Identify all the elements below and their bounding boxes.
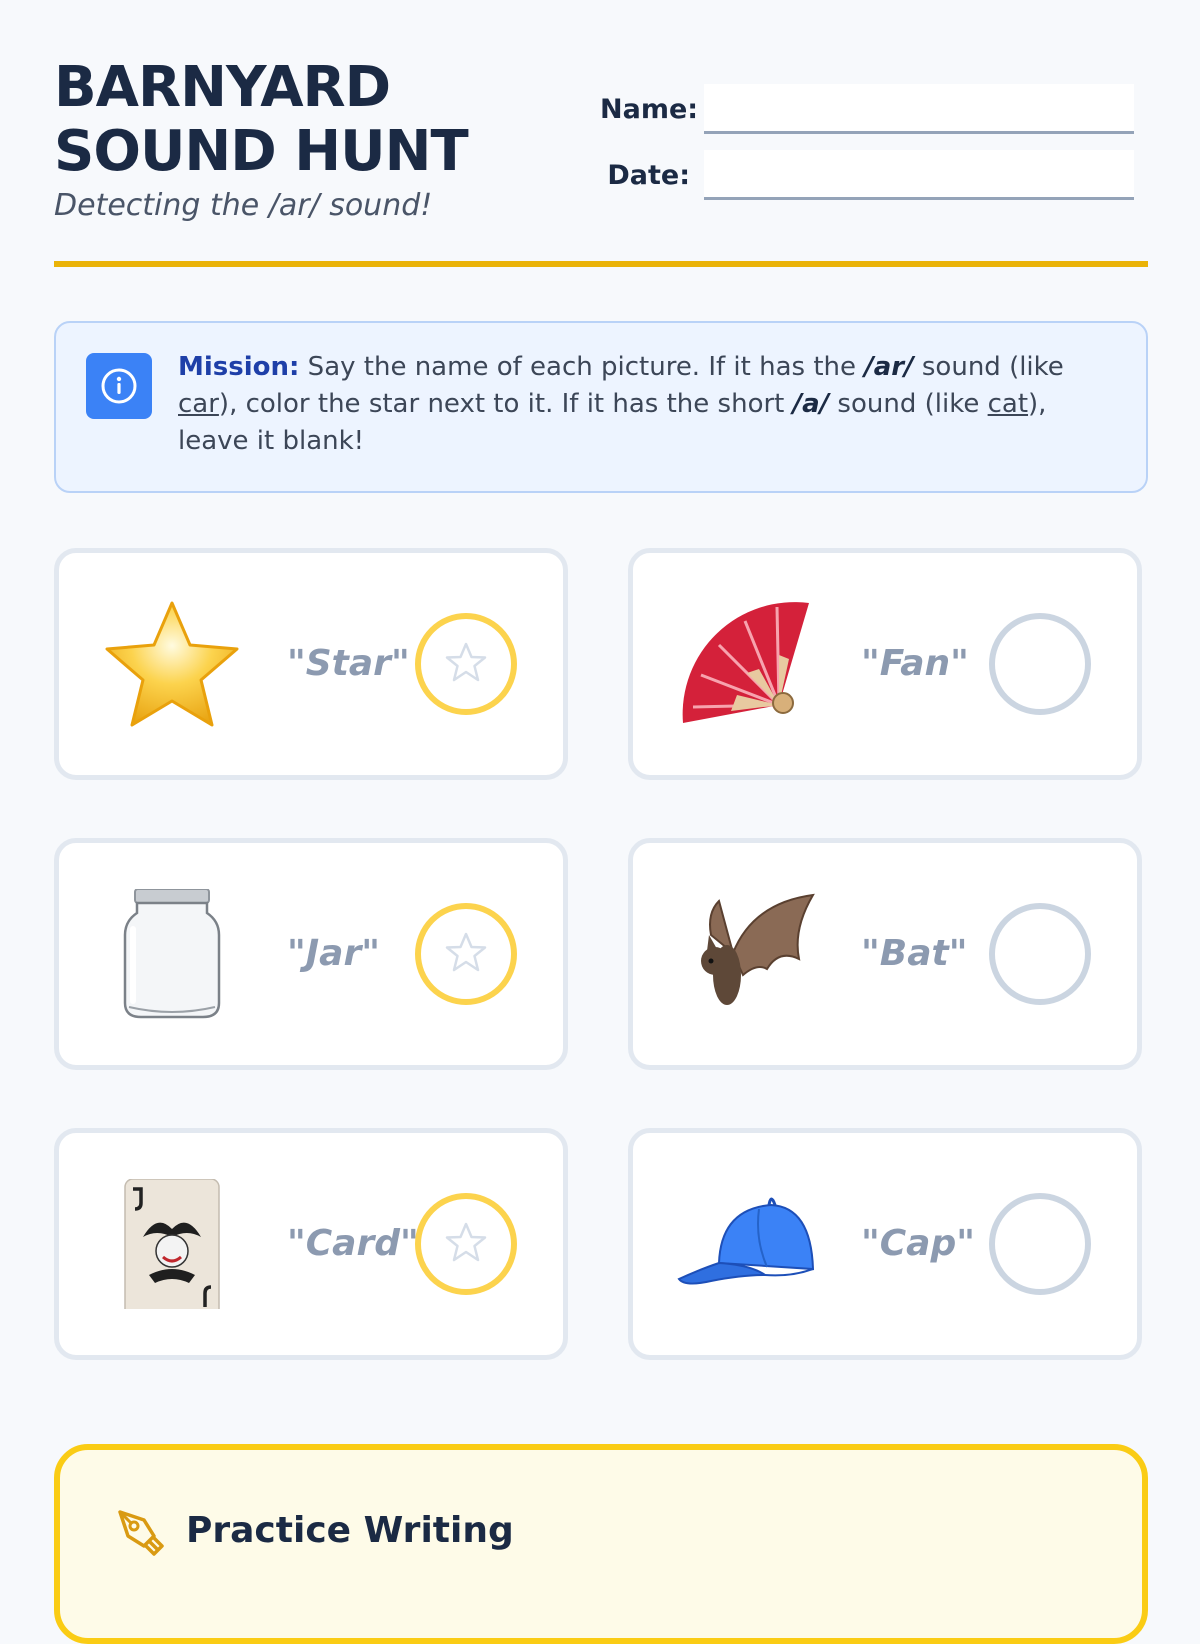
name-field[interactable] [704,84,1134,134]
card-word: "Card" [287,1223,419,1264]
card-word: "Cap" [861,1223,975,1264]
jar-picture [97,889,247,1019]
outline-star-icon [444,641,488,685]
mission-lead: Mission: [178,352,300,382]
cap-picture [671,1179,821,1309]
star-picture [97,599,247,729]
page-title-line-2: SOUND HUNT [54,119,468,184]
answer-circle-jar[interactable] [415,903,517,1005]
name-field-row [600,84,1134,134]
pen-nib-icon [114,1506,166,1562]
word-card-bat [628,838,1142,1070]
date-label: Date: [607,159,690,191]
word-card-card [54,1128,568,1360]
name-label: Name: [600,93,699,125]
answer-circle-card[interactable] [415,1193,517,1295]
card-word: "Jar" [287,933,380,974]
mission-text-4: sound (like [829,389,988,419]
info-icon [86,353,152,419]
answer-circle-cap[interactable] [989,1193,1091,1295]
worksheet-header [54,56,468,223]
date-field[interactable] [704,150,1134,200]
practice-writing-section [54,1444,1148,1644]
header-divider [54,261,1148,267]
ar-sound-symbol: /ar/ [864,352,914,382]
fan-picture [671,599,821,729]
outline-star-icon [444,931,488,975]
a-sound-symbol: /a/ [792,389,830,419]
example-word-cat: cat [987,389,1029,419]
mission-text-5: ), leave it blank! [178,389,1047,456]
bat-picture [671,889,821,1019]
joker-card-picture [97,1179,247,1309]
outline-star-icon [444,1221,488,1265]
answer-circle-fan[interactable] [989,613,1091,715]
mission-text-1: Say the name of each picture. If it has the [299,352,865,382]
word-card-fan [628,548,1142,780]
mission-text-2: sound (like [913,352,1064,382]
mission-instructions [178,349,1098,460]
word-card-cap [628,1128,1142,1360]
word-card-star [54,548,568,780]
date-field-row [600,150,1134,200]
page-title-line-1: BARNYARD [54,55,391,120]
card-word: "Star" [287,643,410,684]
word-card-jar [54,838,568,1070]
example-word-car: car [178,389,219,419]
card-word: "Fan" [861,643,969,684]
card-word: "Bat" [861,933,968,974]
mission-text-3: ), color the star next to it. If it has the short [218,389,793,419]
mission-box [54,321,1148,493]
page-subtitle: Detecting the /ar/ sound! [54,188,433,223]
practice-writing-title: Practice Writing [186,1510,514,1551]
answer-circle-star[interactable] [415,613,517,715]
answer-circle-bat[interactable] [989,903,1091,1005]
